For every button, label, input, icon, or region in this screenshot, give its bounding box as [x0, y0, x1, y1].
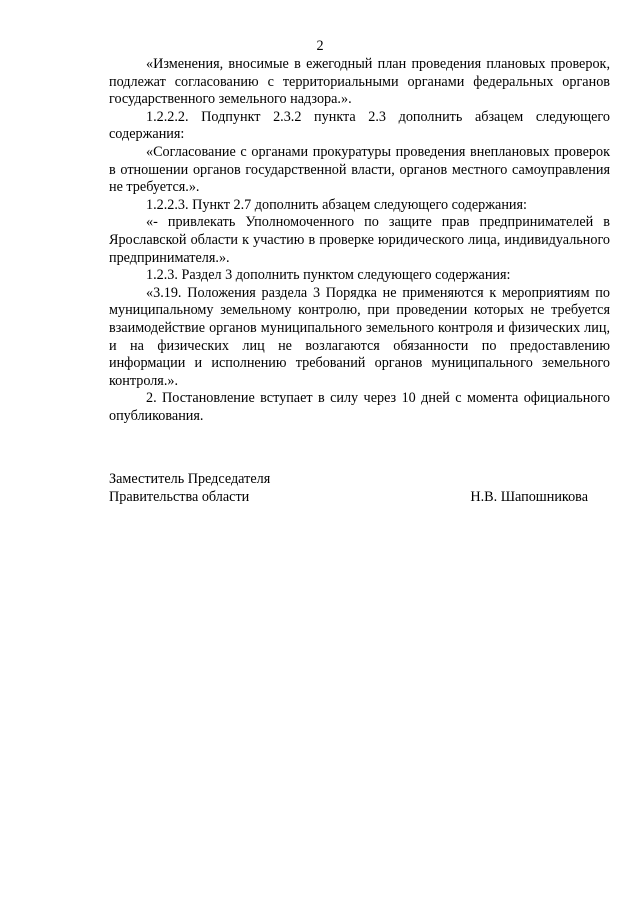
- signature-row: [109, 489, 588, 507]
- signatory-name: Н.В. Шапошникова: [470, 488, 588, 505]
- paragraph-prosecutor-approval: «Согласование с органами прокуратуры проведения внеплановых проверок в отношении органов государственной власти, органов местного самоуправления не требуется.».: [109, 143, 610, 196]
- paragraph-ombudsman: «- привлекать Уполномоченного по защите прав предпринимателей в Ярославской области к участию в проверке юридического лица, индивидуального предпринимателя.».: [109, 214, 610, 266]
- paragraph-subitem-1-2-3: 1.2.3. Раздел 3 дополнить пунктом следующего содержания:: [146, 267, 511, 284]
- signatory-title-line2: Правительства области: [109, 488, 250, 505]
- paragraph-subitem-1-2-2-3: 1.2.2.3. Пункт 2.7 дополнить абзацем следующего содержания:: [146, 196, 527, 213]
- signatory-title-line1: Заместитель Председателя: [109, 471, 271, 487]
- document-body: [109, 56, 610, 425]
- paragraph-subitem-1-2-2-2: 1.2.2.2. Подпункт 2.3.2 пункта 2.3 дополнить абзацем следующего содержания:: [109, 108, 610, 143]
- paragraph-3-19: «3.19. Положения раздела 3 Порядка не применяются к мероприятиям по муниципальному земельному контролю, при проведении которых не требуется взаимодействие органов муниципального земельного контроля и физических лиц, и на физических лиц не возлагаются обязанности по предоставлению информации и исполнению требований органов муниципального земельного контроля.».: [109, 284, 610, 389]
- page-number: 2: [316, 38, 324, 54]
- paragraph-effective-date: 2. Постановление вступает в силу через 10 дней с момента официального опубликования.: [109, 390, 610, 424]
- paragraph-plan-changes: «Изменения, вносимые в ежегодный план проведения плановых проверок, подлежат согласованию с территориальными органами федеральных органов государственного земельного надзора.».: [109, 56, 610, 108]
- signature-block: [109, 471, 588, 506]
